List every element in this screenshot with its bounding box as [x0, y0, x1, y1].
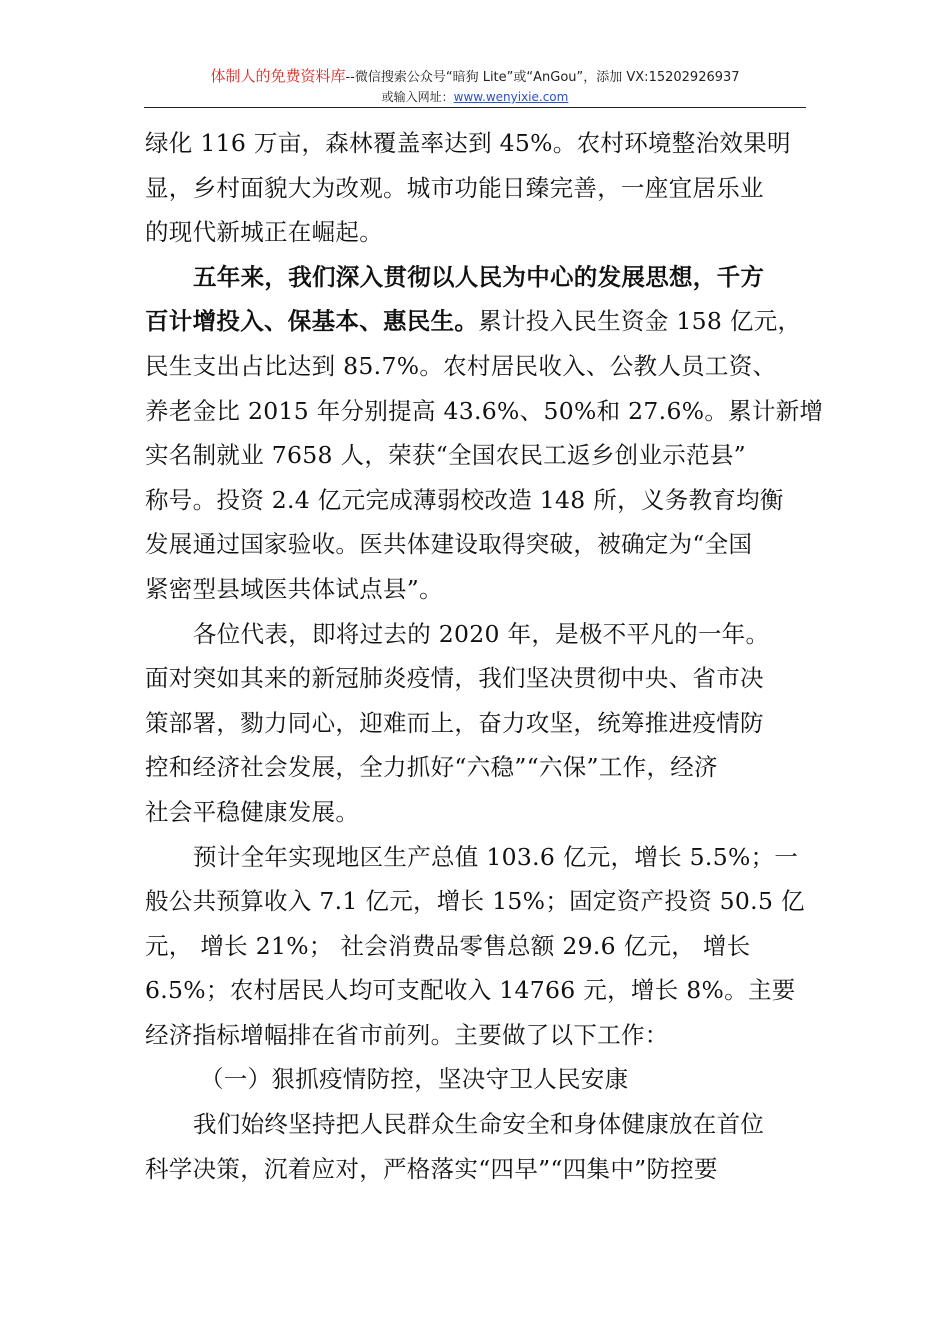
header-divider — [144, 107, 806, 108]
header-url-line — [0, 88, 950, 106]
text-line: 民生支出占比达到 85.7%。农村居民收入、公教人员工资、 — [145, 351, 777, 380]
paragraph-start: 各位代表，即将过去的 2020 年，是极不平凡的一年。 — [193, 619, 770, 648]
document-body — [145, 121, 824, 1191]
text-line: 绿化 116 万亩，森林覆盖率达到 45%。农村环境整治效果明 — [145, 129, 791, 157]
text-line: 策部署，勠力同心，迎难而上，奋力攻坚，统筹推进疫情防 — [145, 708, 764, 737]
text-line: 控和经济社会发展，全力抓好“六稳”“六保”工作，经济 — [145, 753, 718, 782]
text-line: 养老金比 2015 年分别提高 43.6%、50%和 27.6%。累计新增 — [145, 396, 824, 425]
site-name: 体制人的免费资料库 — [210, 67, 346, 85]
site-url-link[interactable]: www.wenyixie.com — [453, 90, 569, 104]
header-notice: --微信搜索公众号“暗狗 Lite”或“AnGou”，添加 VX:15202926937 — [345, 70, 740, 85]
text-line: 般公共预算收入 7.1 亿元，增长 15%；固定资产投资 50.5 亿 — [145, 887, 805, 916]
section-heading: （一）狠抓疫情防控，坚决守卫人民安康 — [200, 1065, 629, 1094]
text-line: 发展通过国家验收。医共体建设取得突破，被确定为“全国 — [145, 530, 753, 559]
text-line: 实名制就业 7658 人，荣获“全国农民工返乡创业示范县” — [145, 441, 746, 470]
text-line: 元， 增长 21%； 社会消费品零售总额 29.6 亿元， 增长 — [145, 931, 751, 960]
text-line — [145, 299, 807, 344]
text-line: 科学决策，沉着应对，严格落实“四早”“四集中”防控要 — [145, 1154, 718, 1183]
text-span: 累计投入民生资金 158 亿元， — [478, 307, 802, 336]
page-header — [0, 66, 950, 106]
text-line: 称号。投资 2.4 亿元完成薄弱校改造 148 所，义务教育均衡 — [145, 485, 784, 514]
text-line: 社会平稳健康发展。 — [145, 797, 360, 826]
text-line: 的现代新城正在崛起。 — [145, 218, 383, 247]
bold-lead-tail: 百计增投入、保基本、惠民生。 — [145, 307, 479, 336]
text-line: 面对突如其来的新冠肺炎疫情，我们坚决贯彻中央、省市决 — [145, 664, 764, 693]
paragraph-start: 我们始终坚持把人民群众生命安全和身体健康放在首位 — [193, 1110, 765, 1139]
text-line: 经济指标增幅排在省市前列。主要做了以下工作： — [145, 1020, 669, 1049]
paragraph-lead-bold: 五年来，我们深入贯彻以人民为中心的发展思想，千方 — [193, 262, 765, 291]
url-prefix: 或输入网址： — [381, 90, 454, 104]
header-banner — [0, 66, 950, 88]
text-line: 显，乡村面貌大为改观。城市功能日臻完善，一座宜居乐业 — [145, 173, 764, 202]
text-line: 6.5%；农村居民人均可支配收入 14766 元，增长 8%。主要 — [145, 976, 796, 1005]
text-line: 紧密型县域医共体试点县”。 — [145, 574, 443, 603]
paragraph-start: 预计全年实现地区生产总值 103.6 亿元，增长 5.5%；一 — [193, 842, 799, 871]
